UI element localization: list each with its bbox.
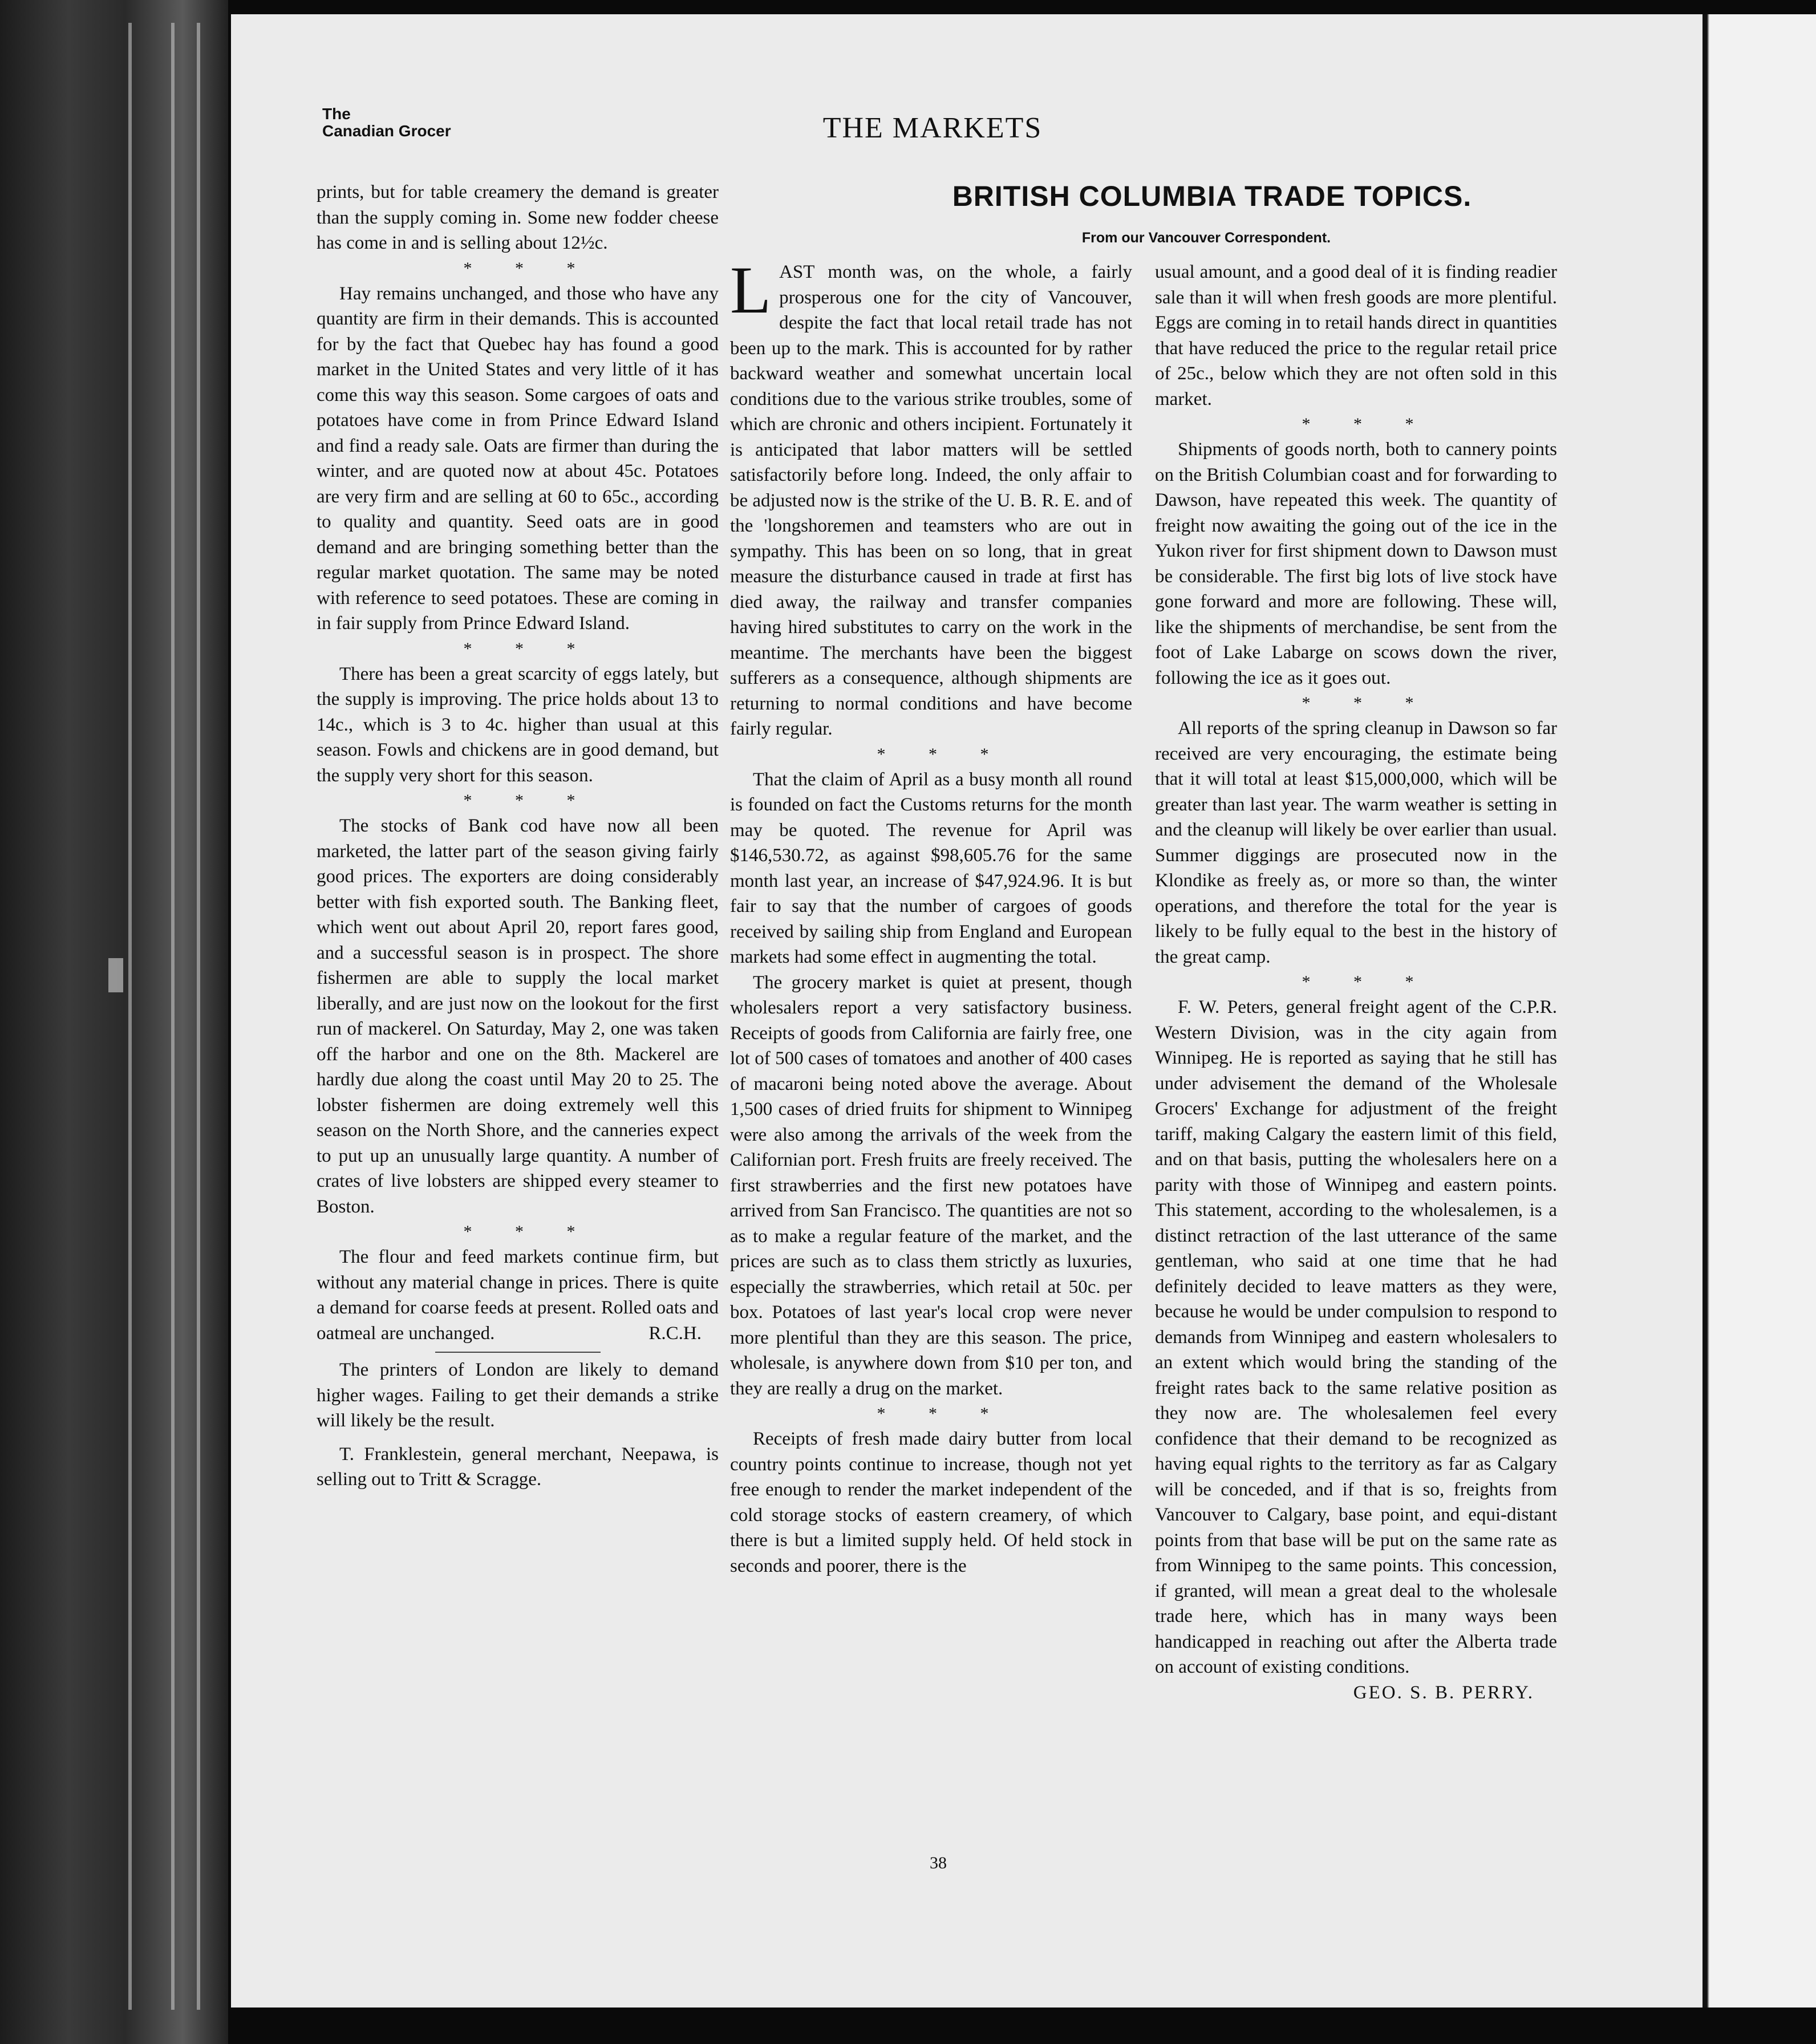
- section-separator: * * *: [463, 1222, 595, 1241]
- publication-label-line1: The: [322, 105, 351, 123]
- author-initials: R.C.H.: [648, 1323, 702, 1344]
- paragraph: T. Franklestein, general merchant, Neepawa, is selling out to Tritt & Scragge.: [317, 1443, 719, 1490]
- magazine-page: [231, 14, 1702, 2008]
- publication-label-line2: Canadian Grocer: [322, 122, 451, 140]
- section-separator: * * *: [463, 258, 595, 278]
- section-separator: * * *: [877, 1404, 1008, 1423]
- binding-label: [108, 958, 123, 992]
- article-subhead: From our Vancouver Correspondent.: [1081, 230, 1331, 246]
- paragraph: The printers of London are likely to demand higher wages. Failing to get their demands a strike will likely be the result.: [317, 1360, 719, 1431]
- paragraph: Shipments of goods north, both to cannery points on the British Columbian coast and for forwarding to Dawson, have repeated this week. The quantity of freight now awaiting the going out of the ice in the Yukon river for first shipment down to Dawson must be considerable. The first big lots of live stock have gone forward and more are following. These will, like the shipments of merchandise, be sent from the foot of Lake Labarge on scows down the river, following the ice as it goes out.: [1155, 439, 1557, 688]
- binding-edge: [128, 23, 132, 2010]
- section-separator: * * *: [877, 744, 1008, 764]
- column-1: [317, 180, 719, 1493]
- section-separator: * * *: [1302, 694, 1433, 712]
- column-2: [730, 253, 1132, 1579]
- book-binding: [0, 0, 228, 2044]
- paragraph: There has been a great scarcity of eggs lately, but the supply is improving. The price holds about 13 to 14c., which is 3 to 4c. higher than usual at this season. Fowls and chickens are in good demand, but the supply very short for this season.: [317, 663, 719, 786]
- divider-rule: [435, 1352, 601, 1353]
- drop-cap: L: [730, 253, 772, 327]
- binding-edge: [171, 23, 175, 2010]
- section-title: THE MARKETS: [822, 112, 1043, 144]
- section-separator: * * *: [1302, 972, 1433, 991]
- section-separator: * * *: [463, 791, 595, 810]
- facing-page-edge: [1702, 14, 1816, 2008]
- paragraph: All reports of the spring cleanup in Dawson so far received are very encouraging, the estimate being that it will total at least $15,000,000, which will be greater than last year. The warm weather is setting in and the cleanup will likely be over earlier than usual. Summer diggings are prosecuted now in the Klondike as freely as, or more so than, the winter operations, and therefore the total for the year is likely to be fully equal to the best in the history of the great camp.: [1155, 718, 1557, 967]
- paragraph: prints, but for table creamery the demand is greater than the supply coming in. Some new fodder cheese has come in and is selling about 12½c.: [317, 182, 719, 253]
- paragraph: Hay remains unchanged, and those who have any quantity are firm in their demands. This is accounted for by the fact that Quebec hay has found a good market in the United States and very little of it has come this way this season. Some cargoes of oats and potatoes have come in from Prince Edward Island and find a ready sale. Oats are firmer than during the winter, and are quoted now at about 45c. Potatoes are very firm and are selling at 60 to 65c., according to quality and quantity. Seed oats are in good demand and are bringing something better than the regular market quotation. The same may be noted with reference to seed potatoes. These are coming in in fair supply from Prince Edward Island.: [317, 283, 719, 634]
- paragraph: Receipts of fresh made dairy butter from local country points continue to increase, though not yet free enough to render the market independent of the cold storage stocks of eastern creamery, of which there is but a limited supply held. Of held stock in seconds and poorer, there is the: [730, 1429, 1132, 1576]
- publication-label: [322, 106, 528, 140]
- section-separator: * * *: [1302, 415, 1433, 433]
- column-3: [1155, 259, 1557, 1705]
- paragraph: The grocery market is quiet at present, though wholesalers report a very satisfactory business. Receipts of goods from California are fairly free, one lot of 500 cases of tomatoes and another of 400 cases of macaroni being noted above the average. About 1,500 cases of dried fruits for shipment to Winnipeg were also among the arrivals of the week from the Californian port. Fresh fruits are freely received. The first strawberries and the first new potatoes have arrived from San Francisco. The quantities are not so as to make a regular feature of the market, and the prices are such as to class them strictly as luxuries, especially the strawberries, which retail at 50c. per box. Potatoes of last year's local crop were never more plentiful than they are this season. The price, wholesale, is anywhere down from $10 per ton, and they are really a drug on the market.: [730, 972, 1132, 1399]
- article-headline: BRITISH COLUMBIA TRADE TOPICS.: [952, 180, 1472, 212]
- author-signature: GEO. S. B. PERRY.: [1353, 1682, 1534, 1703]
- lead-paragraph: [730, 253, 1132, 742]
- binding-edge: [197, 23, 200, 2010]
- paragraph: F. W. Peters, general freight agent of the C.P.R. Western Division, was in the city again from Winnipeg. He is reported as saying that he still has under advisement the demand of the Wholesale Grocers' Exchange for adjustment of the freight tariff, making Calgary the eastern limit of this field, and on that basis, putting the wholesalers here on a parity with those of Winnipeg and eastern points. This statement, according to the wholesalemen, is a distinct retraction of the last utterance of the same gentleman, who said at one time that he had definitely decided to leave matters as they were, because he would be under compulsion to respond to demands from Winnipeg and eastern wholesalers to an extent which would bring the standing of the freight rates back to the same relative position as they now are. The wholesalemen feel every confidence that their demand to be recognized as having equal rights to the territory as far as Calgary will be conceded, and if that is so, freights from Vancouver to Calgary, base point, and equi-distant points from that base will be put on the same rate as from Winnipeg to the same points. This concession, if granted, will mean a great deal to the wholesale trade here, which has in many ways been handicapped in reaching out after the Alberta trade on account of existing conditions.: [1155, 997, 1557, 1677]
- paragraph: [317, 1244, 719, 1346]
- section-separator: * * *: [463, 639, 595, 658]
- paragraph: usual amount, and a good deal of it is finding readier sale than it will when fresh goods are more plentiful. Eggs are coming in to retail hands direct in quantities that have reduced the price to the regular retail price of 25c., below which they are not often sold in this market.: [1155, 262, 1557, 409]
- page-number: 38: [930, 1854, 947, 1872]
- lead-paragraph-text: AST month was, on the whole, a fairly prosperous one for the city of Vancouver, despite the fact that local retail trade has not been up to the mark. This is accounted for by rather backward weather and somewhat uncertain local conditions due to the various strike troubles, some of which are chronic and others incipient. Fortunately it is anticipated that labor matters will be settled satisfactorily before long. Indeed, the only affair to be adjusted now is the strike of the U. B. R. E. and of the 'longshoremen and teamsters who are out in sympathy. This has been on so long, that in great measure the disturbance caused in trade at first has died away, the railway and transfer companies having hired substitutes to carry on the work in the meantime. The merchants have been the biggest sufferers as a consequence, although shipments are returning to normal conditions and have become fairly regular.: [730, 262, 1132, 739]
- paragraph: The stocks of Bank cod have now all been marketed, the latter part of the season giving fairly good prices. The exporters are doing considerably better with fish exported south. The Banking fleet, which went out about April 20, report fares good, and a successful season is in prospect. The shore fishermen are able to supply the local market liberally, and are just now on the lookout for the first run of mackerel. On Saturday, May 2, one was taken off the harbor and one on the 8th. Mackerel are hardly due along the coast until May 20 to 25. The lobster fishermen are doing extremely well this season on the North Shore, and the canneries expect to put up an unusually large quantity. A number of crates of live lobsters are shipped every steamer to Boston.: [317, 816, 719, 1217]
- paragraph-text: The flour and feed markets continue firm, but without any material change in prices. There is quite a demand for coarse feeds at present. Rolled oats and oatmeal are unchanged.: [317, 1247, 719, 1344]
- paragraph: That the claim of April as a busy month all round is founded on fact the Customs returns for the month may be quoted. The revenue for April was $146,530.72, as against $98,605.76 for the same month last year, an increase of $47,924.96. It is but fair to say that the number of cargoes of goods received by sailing ship from England and European markets had some effect in augmenting the total.: [730, 769, 1132, 967]
